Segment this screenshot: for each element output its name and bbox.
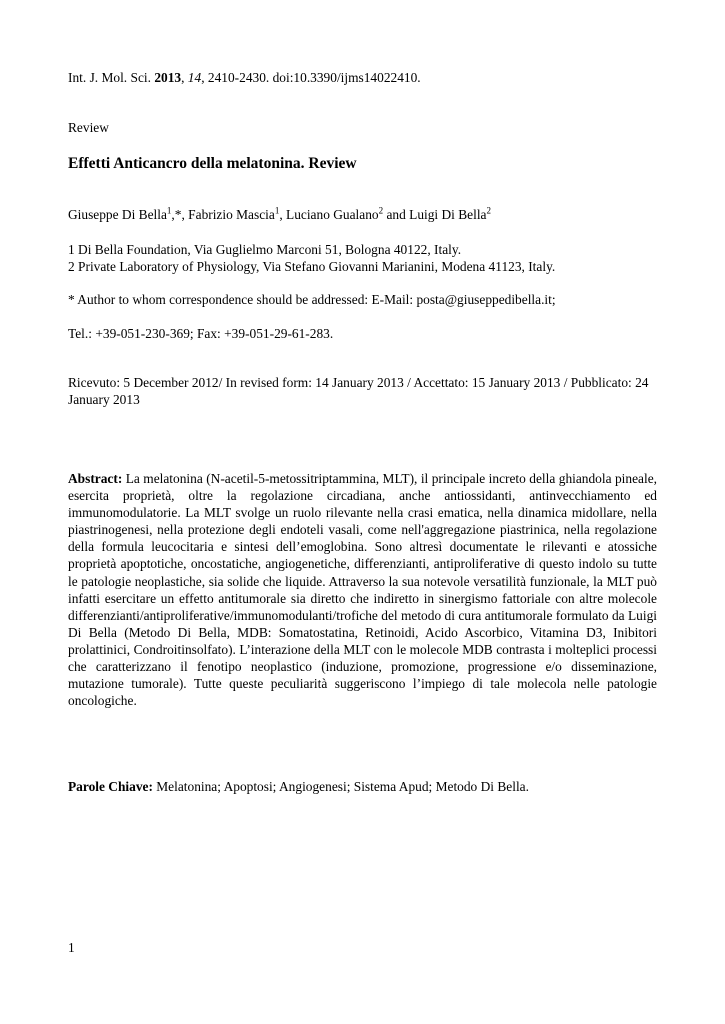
keywords-label: Parole Chiave: bbox=[68, 779, 153, 794]
author-affiliation-mark: 1 bbox=[166, 205, 172, 216]
affiliation-1: 1 Di Bella Foundation, Via Guglielmo Marconi 51, Bologna 40122, Italy. bbox=[68, 242, 462, 257]
keywords-line bbox=[68, 778, 529, 795]
author-separator: , bbox=[279, 207, 287, 222]
correspondence-note: * Author to whom correspondence should be addressed: E-Mail: posta@giuseppedibella.it; bbox=[68, 292, 556, 307]
citation-volume: 14 bbox=[187, 70, 202, 85]
author-affiliation-mark: 1 bbox=[274, 205, 280, 216]
abstract-text: La melatonina (N-acetil-5-metossitriptammina, MLT), il principale increto della ghiandola pineale, esercita proprietà, oltre la regolazione circadiana, anche antiossidanti, antinvecchiamento ed immunomodulatorie. La MLT svolge un ruolo rilevante nella crasi ematica, nella dinamica midollare, nella piastrinogenesi, nella protezione degli endoteli vasali, come nell'aggregazione piastrinica, nella regolazione della formula leucocitaria e sintesi dell’emoglobina. Sono altresì documentate le rilevanti e atossiche proprietà apoptotiche, oncostatiche, angiogenetiche, differenzianti, antiproliferative di questo indolo su tutte le patologie neoplastiche, sia solide che liquide. Attraverso la sua notevole versatilità funzionale, la MLT può infatti esercitare un effetto antitumorale sia diretto che indiretto in sinergismo fattoriale con altre molecole differenzianti/antiproliferative/immunomodulanti/trofiche del metodo di cura antitumorale formulato da Luigi Di Bella (Metodo Di Bella, MDB: Somatostatina, Retinoidi, Acido Ascorbico, Vitamina D3, Inibitori prolattinici, Condroitinsolfato). L’interazione della MLT con le molecole MDB contrasta i molteplici processi che caratterizzano il fenotipo neoplastico (induzione, promozione, progressione e/o disseminazione, mutazione tumorale). Tutte queste peculiarità suggeriscono l’impiego di tale molecola nelle patologie oncologiche. bbox=[68, 471, 657, 709]
citation-line: Int. J. Mol. Sci. 2013, 14, 2410-2430. doi:10.3390/ijms14022410. bbox=[68, 70, 421, 85]
contact-line: Tel.: +39-051-230-369; Fax: +39-051-29-61-283. bbox=[68, 326, 334, 341]
citation-pages-doi: , 2410-2430. doi:10.3390/ijms14022410. bbox=[201, 70, 421, 85]
abstract-paragraph bbox=[68, 470, 657, 709]
keywords-text: Melatonina; Apoptosi; Angiogenesi; Sistema Apud; Metodo Di Bella. bbox=[152, 779, 529, 794]
affiliation-2: 2 Private Laboratory of Physiology, Via Stefano Giovanni Marianini, Modena 41123, Italy. bbox=[68, 259, 556, 274]
author-separator: and bbox=[383, 207, 410, 222]
author-name: Fabrizio Mascia bbox=[188, 207, 275, 222]
paper-title: Effetti Anticancro della melatonina. Review bbox=[68, 155, 357, 172]
author-list bbox=[68, 206, 491, 223]
dates-line: Ricevuto: 5 December 2012/ In revised form: 14 January 2013 / Accettato: 15 January 2013 / Pubblicato: 24 January 2013 bbox=[68, 375, 649, 407]
author-name: Luigi Di Bella bbox=[409, 207, 487, 222]
author-separator: ,*, bbox=[171, 207, 189, 222]
author-name: Luciano Gualano bbox=[286, 207, 379, 222]
author-affiliation-mark: 2 bbox=[486, 205, 491, 216]
article-type: Review bbox=[68, 120, 109, 135]
abstract-label: Abstract: bbox=[68, 471, 123, 486]
page-number: 1 bbox=[68, 940, 75, 955]
author-affiliation-mark: 2 bbox=[378, 205, 384, 216]
journal-name: Int. J. Mol. Sci. bbox=[68, 70, 151, 85]
author-name: Giuseppe Di Bella bbox=[68, 207, 167, 222]
citation-year: 2013 bbox=[154, 70, 182, 85]
